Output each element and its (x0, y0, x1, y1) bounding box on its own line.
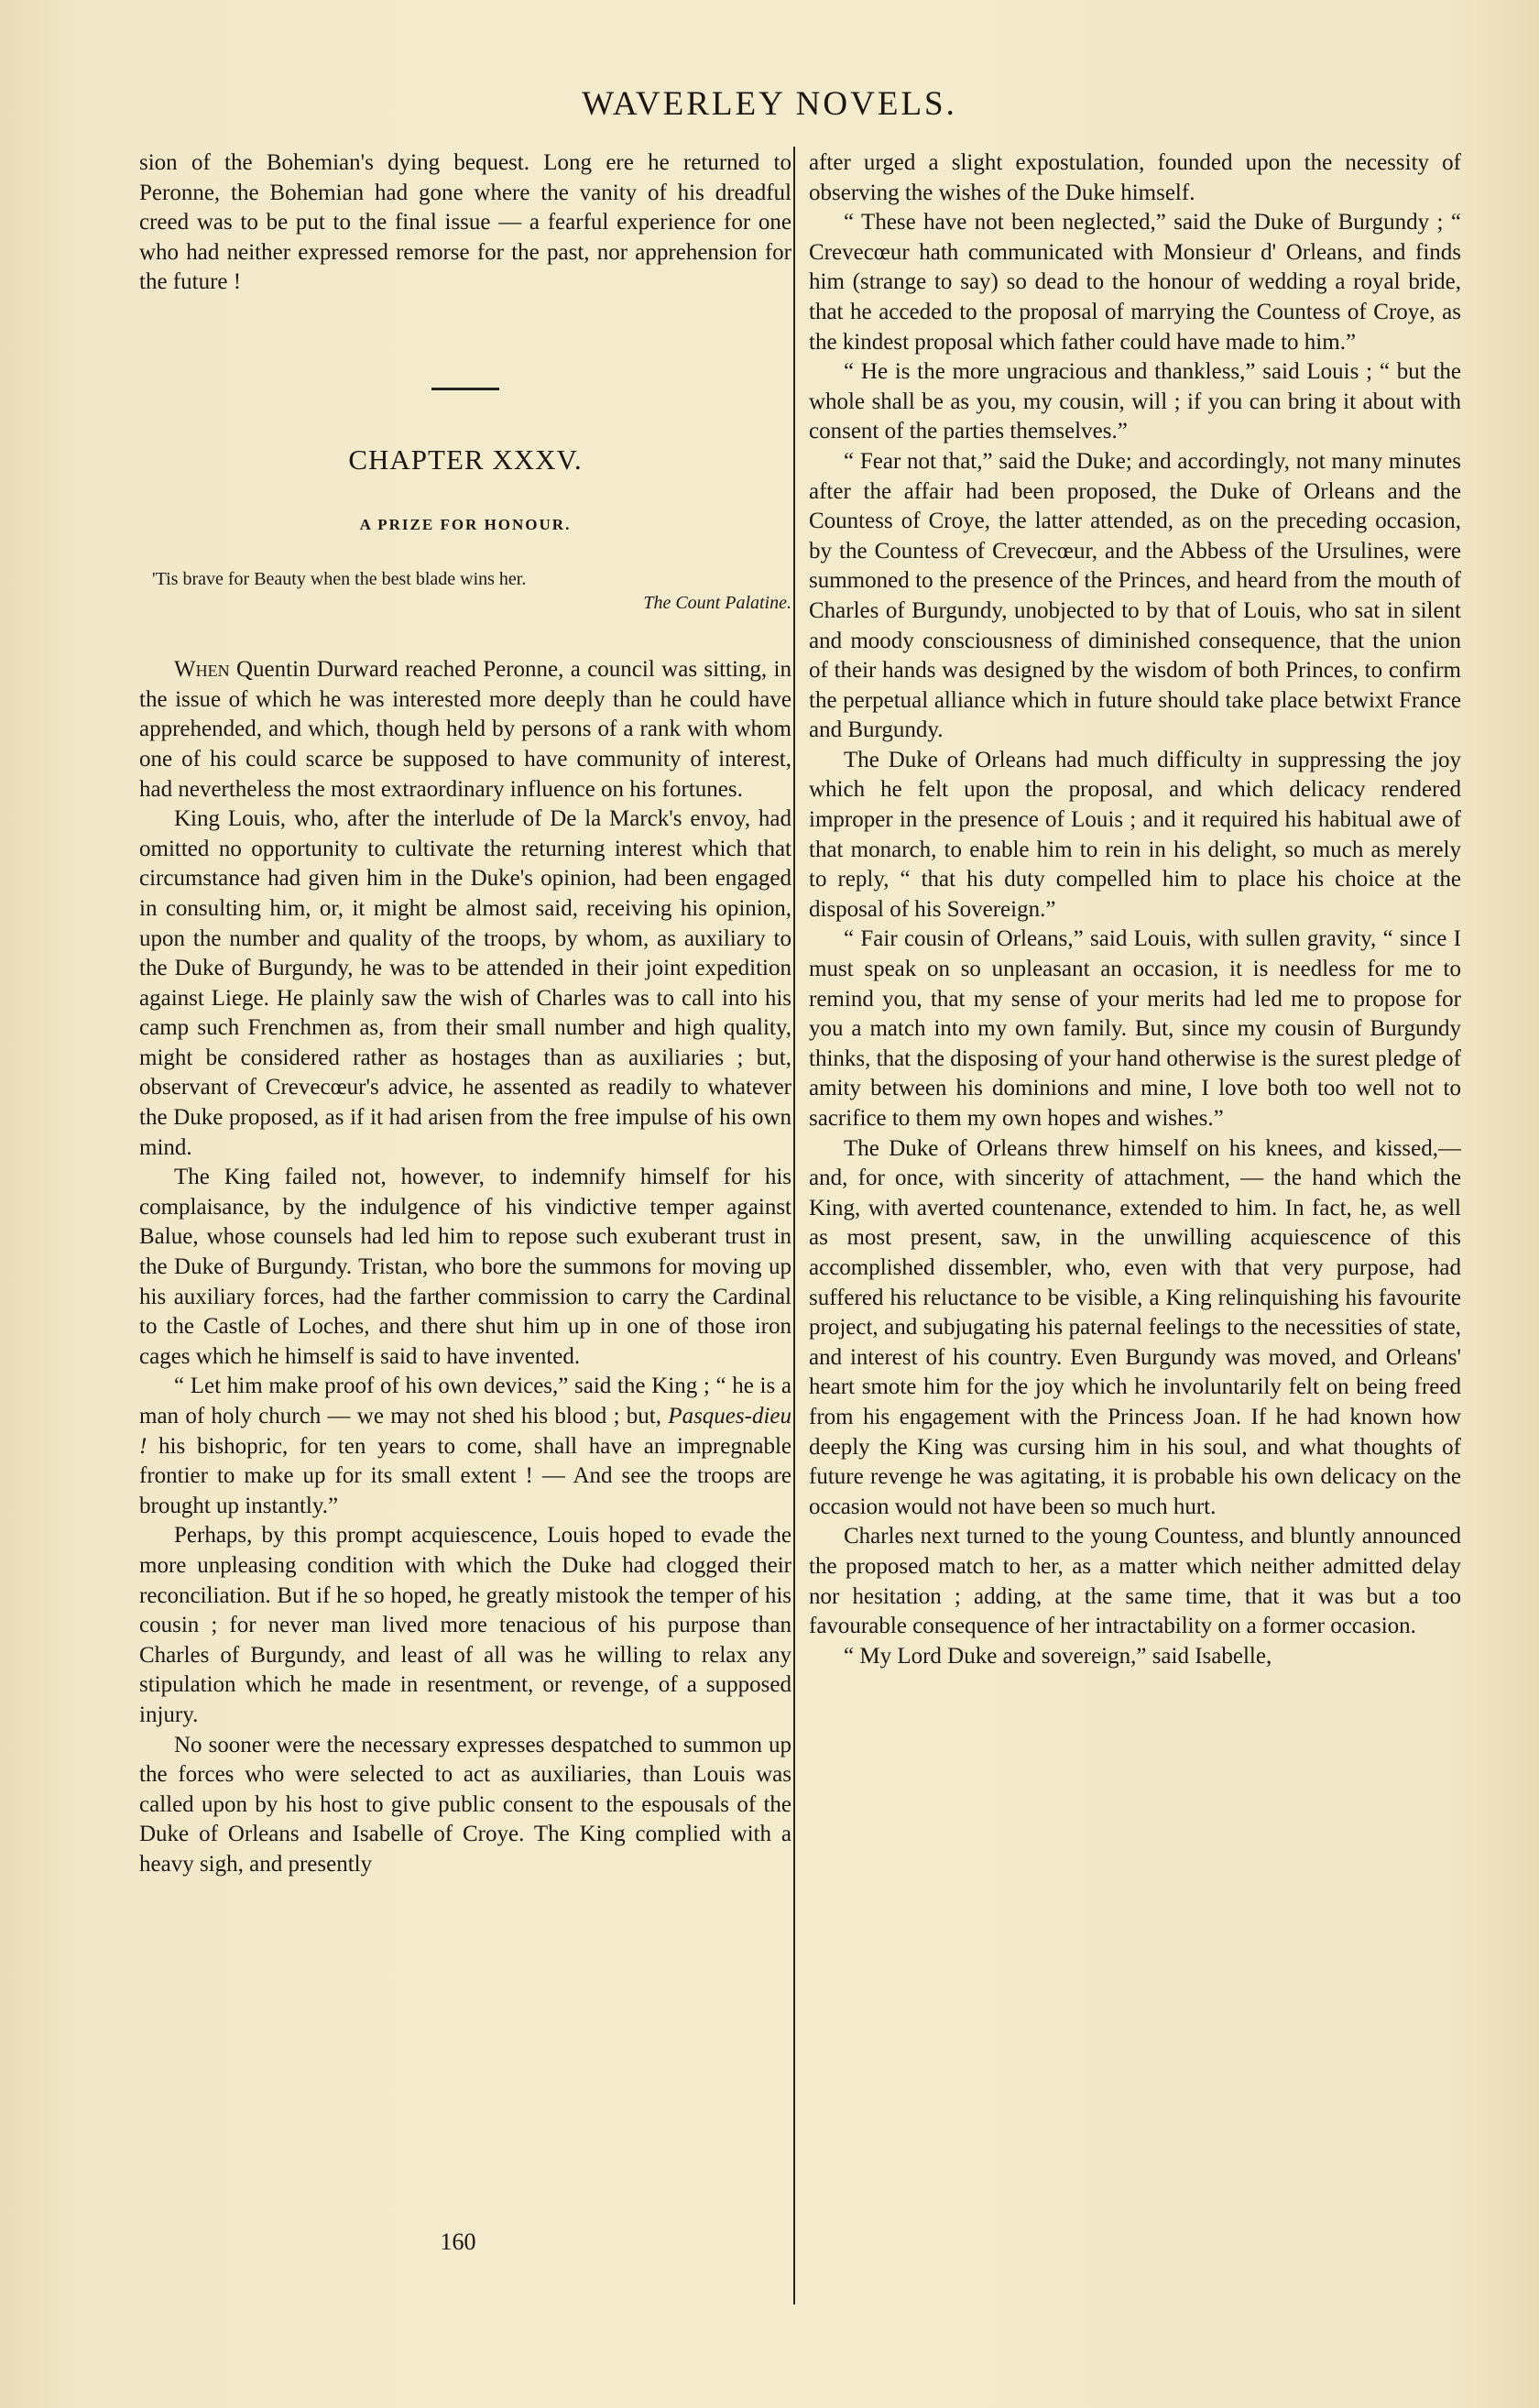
page-number: 160 (440, 2228, 476, 2255)
paragraph: Perhaps, by this prompt acquiescence, Louis hoped to evade the more unpleasing condition with which the Duke had clogged their reconciliation. But if he so hoped, he greatly mistook the temper of his cousin ; for never man lived more tenacious of his purpose than Charles of Burgundy, and least of all was he willing to relax any stipulation which he made in resentment, or revenge, of a supposed injury. (139, 1523, 791, 1727)
epigraph-text: 'Tis brave for Beauty when the best blade wins her. (152, 569, 527, 590)
paragraph: The King failed not, however, to indemnify himself for his complaisance, by the indulgence of his vindictive temper against Balue, whose counsels had led him to repose such exuberant trust in the Duke of Burgundy. Tristan, who bore the summons for moving up his auxiliary forces, had the farther commission to carry the Cardinal to the Castle of Loches, and there shut him up in one of those iron cages which he himself is said to have invented. (139, 1165, 791, 1369)
section-divider (431, 388, 499, 390)
paragraph: “ My Lord Duke and sovereign,” said Isabelle, (844, 1643, 1272, 1669)
paragraph-text: Quentin Durward reached Peronne, a council was sitting, in the issue of which he was interested more deeply than he could have apprehended, and which, though held by persons of a rank with whom one of his could scarce be supposed to have community of interest, had nevertheless the most extraordinary influence on his fortunes. (139, 657, 791, 802)
column-rule (793, 147, 795, 2304)
running-head: WAVERLEY NOVELS. (582, 85, 957, 123)
paragraph-text: his bishopric, for ten years to come, shall have an impregnable frontier to make up for its small extent ! — And see the troops are brought up instantly.” (139, 1433, 791, 1518)
paragraph: “ He is the more ungracious and thankless,” said Louis ; “ but the whole shall be as you, my cousin, will ; if you can bring it about with consent of the parties themselves.” (809, 359, 1461, 444)
chapter-subtitle: A PRIZE FOR HONOUR. (359, 515, 572, 533)
paragraph: “ These have not been neglected,” said the Duke of Burgundy ; “ Crevecœur hath communicated with Monsieur d' Orleans, and finds him (strange to say) so dead to the honour of wedding a royal bride, that he acceded to the proposal of marrying the Countess of Croye, as the kindest proposal which father could have made to him.” (809, 210, 1461, 355)
paragraph: “ Fair cousin of Orleans,” said Louis, with sullen gravity, “ since I must speak on so unpleasant an occasion, it is needless for me to remind you, that my sense of your merits had led me to propose for you a match into my own family. But, since my cousin of Burgundy thinks, that the disposing of your hand otherwise is the surest pledge of amity between his dominions and mine, I love both too well not to sacrifice to them my own hopes and wishes.” (809, 926, 1461, 1131)
paragraph-lead-word: When (174, 657, 230, 683)
paragraph: “ Fear not that,” said the Duke; and accordingly, not many minutes after the affair had been proposed, the Duke of Orleans and the Countess of Croye, the latter attended, as on the preceding occasion, by the Countess of Crevecœur, and the Abbess of the Ursulines, were summoned to the presence of the Princes, and heard from the mouth of Charles of Burgundy, unobjected to by that of Louis, who sat in silent and moody consciousness of diminished consequence, that the union of their hands was designed by the wisdom of both Princes, to confirm the perpetual alliance which in future should take place betwixt France and Burgundy. (809, 448, 1461, 743)
paragraph: after urged a slight expostulation, founded upon the necessity of observing the wishes of the Duke himself. (809, 150, 1461, 205)
paragraph (139, 1372, 791, 1521)
paragraph: Charles next turned to the young Countess, and bluntly announced the proposed match to her, as a matter which neither admitted delay nor hesitation ; adding, at the same time, that it was but a too favourable consequence of her intractability on a former occasion. (809, 1524, 1461, 1639)
left-column (139, 148, 791, 1880)
epigraph (139, 567, 791, 615)
paragraph: The Duke of Orleans threw himself on his knees, and kissed,—and, for once, with sincerity of attachment, — the hand which the King, with averted countenance, extended to him. In fact, he, as well as most present, saw, in the unwilling acquiescence of this accomplished dissembler, who, even with that very purpose, had suffered his reluctance to be visible, a King relinquishing his favourite project, and subjugating his paternal feelings to the necessities of state, and interest of his country. Even Burgundy was moved, and Orleans' heart smote him for the joy which he involuntarily felt on being freed from his engagement with the Princess Joan. If he had known how deeply the King was cursing him in his soul, and what thoughts of future revenge he was agitating, it is probable his own delicacy on the occasion would not have been so much hurt. (809, 1135, 1461, 1519)
chapter-title: CHAPTER XXXV. (348, 443, 583, 476)
paragraph-text: “ Let him make proof of his own devices,” said the King ; “ he is a man of holy church — we may not shed his blood ; but, (139, 1374, 791, 1428)
paragraph: King Louis, who, after the interlude of De la Marck's envoy, had omitted no opportunity to cultivate the returning interest which that circumstance had given him in the Duke's opinion, had been engaged in consulting him, or, it might be almost said, receiving his opinion, upon the number and quality of the troops, by whom, as auxiliary to the Duke of Burgundy, he was to be attended in their joint expedition against Liege. He plainly saw the wish of Charles was to call into his camp such Frenchmen as, from their small number and high quality, might be considered rather as hostages than as auxiliaries ; but, observant of Crevecœur's advice, he assented as readily to whatever the Duke proposed, as if it had arisen from the free impulse of his own mind. (139, 806, 791, 1160)
italic-oath: Pasques-dieu ! (139, 1404, 791, 1459)
right-column (809, 148, 1461, 1671)
paragraph: sion of the Bohemian's dying bequest. Long ere he returned to Peronne, the Bohemian had gone where the vanity of his dreadful creed was to be put to the final issue — a fearful experience for one who had neither expressed remorse for the past, nor apprehension for the future ! (139, 150, 791, 295)
epigraph-source: The Count Palatine. (643, 593, 791, 614)
paragraph: The Duke of Orleans had much difficulty in suppressing the joy which he felt upon the proposal, and which delicacy rendered improper in the presence of Louis ; and it required his habitual awe of that monarch, to enable him to rein in his delight, so much as merely to reply, “ that his duty compelled him to place his choice at the disposal of his Sovereign.” (809, 747, 1461, 922)
paragraph (139, 655, 791, 804)
paragraph: No sooner were the necessary expresses despatched to summon up the forces who were selected to act as auxiliaries, than Louis was called upon by his host to give public consent to the espousals of the Duke of Orleans and Isabelle of Croye. The King complied with a heavy sigh, and presently (139, 1732, 791, 1877)
